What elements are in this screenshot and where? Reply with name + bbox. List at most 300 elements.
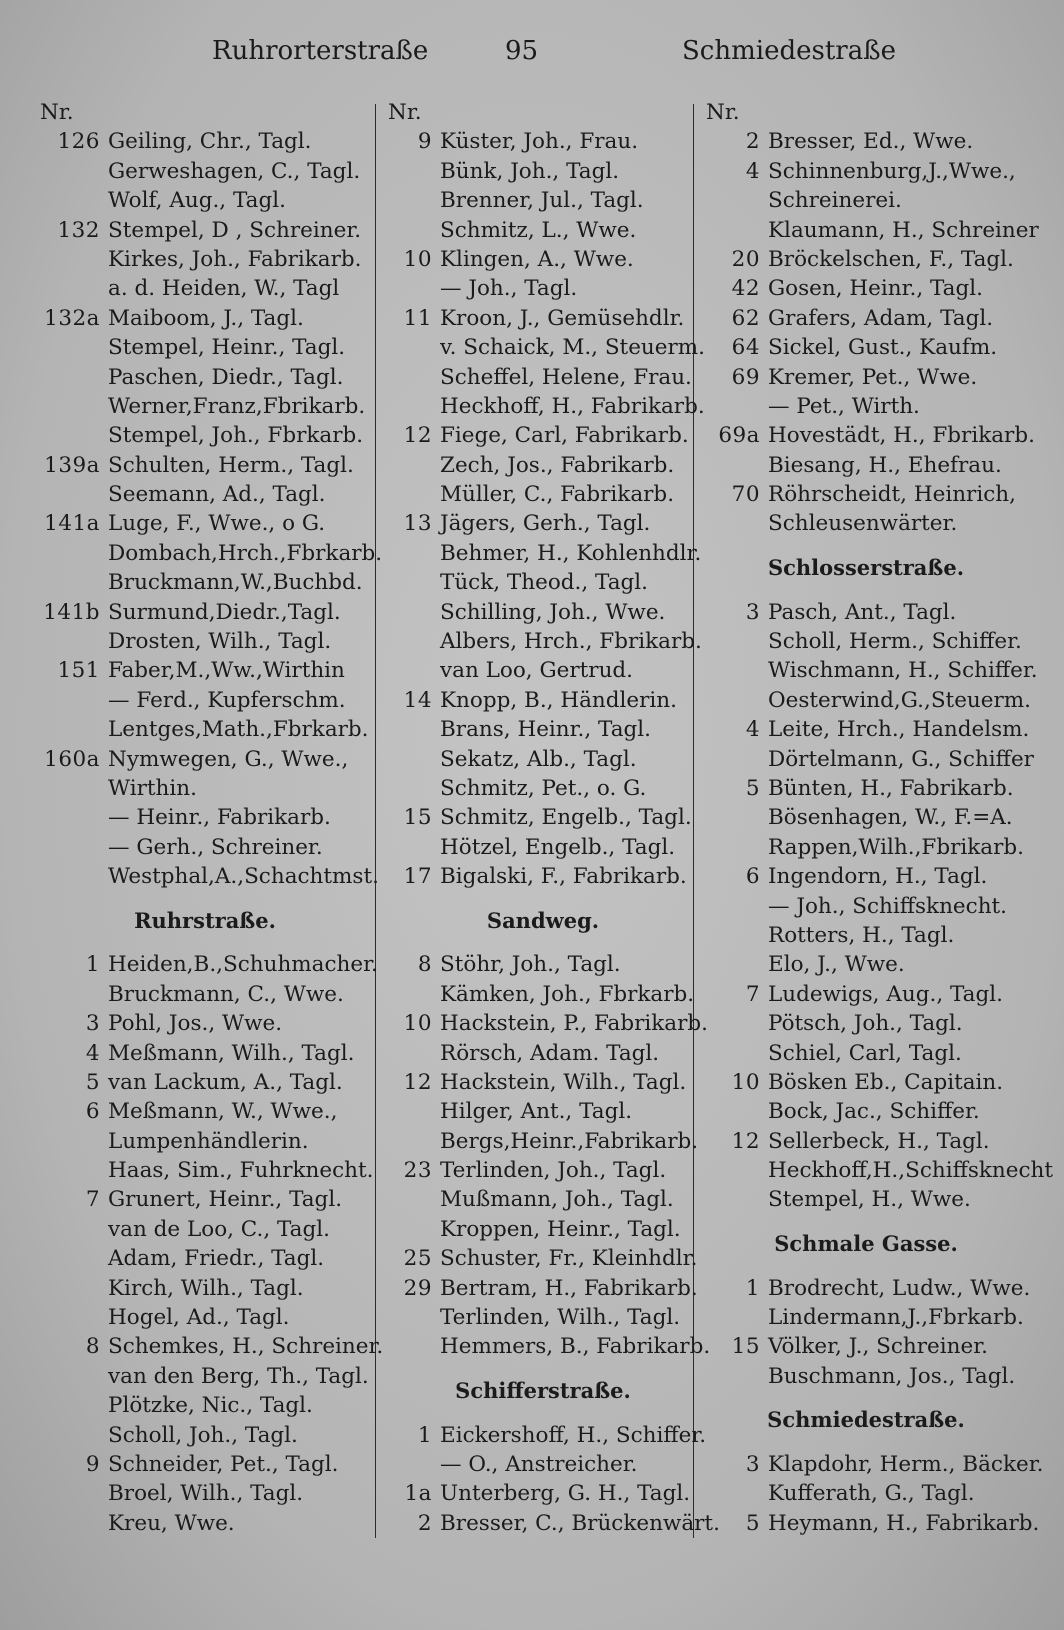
house-number: 10 (403, 1011, 432, 1037)
resident-entry: Surmund,Diedr.,Tagl. (108, 599, 341, 625)
directory-entry (388, 1097, 698, 1126)
house-number: 7 (85, 1187, 100, 1213)
directory-entry (388, 598, 698, 627)
house-number: 160a (44, 746, 100, 772)
resident-entry: Wolf, Aug., Tagl. (108, 188, 286, 214)
house-number (40, 1215, 100, 1244)
resident-entry: Schreinerei. (768, 188, 902, 214)
house-number (706, 1156, 760, 1185)
house-number (388, 1450, 432, 1479)
house-number (706, 1097, 760, 1126)
resident-entry: Albers, Hrch., Fbrikarb. (440, 629, 702, 655)
directory-entry (388, 627, 702, 656)
house-number: 1 (417, 1422, 432, 1448)
house-number (388, 1332, 432, 1361)
resident-entry: — Ferd., Kupferschm. (108, 687, 346, 713)
resident-entry: Heckhoff,H.,Schiffsknecht (768, 1158, 1054, 1184)
directory-entry (40, 392, 370, 421)
resident-entry: — Heinr., Fabrikarb. (108, 805, 331, 831)
resident-entry: Schuster, Fr., Kleinhdlr. (440, 1246, 698, 1272)
directory-entry (706, 216, 1039, 245)
directory-entry (40, 980, 370, 1009)
house-number: 2 (745, 129, 760, 155)
house-number: 9 (417, 129, 432, 155)
directory-entry (706, 1097, 1026, 1126)
house-number (40, 333, 100, 362)
resident-entry: Heymann, H., Fabrikarb. (768, 1510, 1040, 1536)
directory-entry (388, 715, 698, 744)
directory-entry (40, 157, 370, 186)
resident-entry: — Pet., Wirth. (768, 393, 920, 419)
resident-entry: Bertram, H., Fabrikarb. (440, 1275, 698, 1301)
house-number: 3 (745, 599, 760, 625)
directory-entry (388, 304, 698, 333)
directory-entry (706, 715, 1030, 744)
house-number (388, 392, 432, 421)
directory-entry (388, 833, 698, 862)
resident-entry: Bruckmann,W.,Buchbd. (108, 570, 363, 596)
house-number: 139a (44, 452, 100, 478)
directory-entry (388, 1127, 698, 1156)
directory-entry (706, 627, 1026, 656)
house-number: 15 (403, 805, 432, 831)
house-number (40, 774, 100, 803)
house-number (388, 627, 432, 656)
directory-entry (388, 745, 698, 774)
house-number: 132a (44, 305, 100, 331)
resident-entry: Mußmann, Joh., Tagl. (440, 1187, 674, 1213)
resident-entry: Ingendorn, H., Tagl. (768, 864, 988, 890)
directory-entry (40, 480, 370, 509)
house-number (40, 245, 100, 274)
resident-entry: Bigalski, F., Fabrikarb. (440, 864, 687, 890)
directory-entry (706, 451, 1026, 480)
resident-entry: Schemkes, H., Schreiner. (108, 1334, 384, 1360)
directory-entry (40, 451, 370, 480)
house-number: 141b (43, 599, 100, 625)
resident-entry: Stempel, Joh., Fbrkarb. (108, 423, 364, 449)
resident-entry: Stempel, H., Wwe. (768, 1187, 971, 1213)
directory-entry (706, 480, 1026, 509)
resident-entry: Bergs,Heinr.,Fabrikarb. (440, 1128, 699, 1154)
house-number: 29 (403, 1275, 432, 1301)
resident-entry: Bröckelschen, F., Tagl. (768, 246, 1014, 272)
resident-entry: Gerweshagen, C., Tagl. (108, 158, 361, 184)
resident-entry: Dörtelmann, G., Schiffer (768, 746, 1034, 772)
resident-entry: Kremer, Pet., Wwe. (768, 364, 978, 390)
resident-entry: Fiege, Carl, Fabrikarb. (440, 423, 689, 449)
house-number: 69a (718, 423, 760, 449)
directory-entry (388, 333, 705, 362)
house-number: 13 (403, 511, 432, 537)
resident-entry: Rörsch, Adam. Tagl. (440, 1040, 660, 1066)
house-number (388, 568, 432, 597)
house-number (388, 1185, 432, 1214)
resident-entry: Stöhr, Joh., Tagl. (440, 952, 621, 978)
house-number: 12 (403, 423, 432, 449)
resident-entry: Adam, Friedr., Tagl. (108, 1246, 325, 1272)
resident-entry: Küster, Joh., Frau. (440, 129, 639, 155)
directory-entry (706, 363, 1026, 392)
house-number (706, 1362, 760, 1391)
directory-entry (40, 833, 370, 862)
house-number: 132 (57, 217, 100, 243)
resident-entry: Nymwegen, G., Wwe., (108, 746, 349, 772)
street-heading: Schmale Gasse. (774, 1230, 958, 1256)
directory-entry (40, 1450, 370, 1479)
directory-column-1 (40, 98, 384, 1538)
house-number: 4 (85, 1040, 100, 1066)
resident-entry: Bresser, Ed., Wwe. (768, 129, 974, 155)
directory-entry (706, 421, 1035, 450)
resident-entry: — Joh., Tagl. (440, 276, 578, 302)
directory-entry (388, 216, 698, 245)
house-number (40, 862, 100, 891)
house-number (40, 1479, 100, 1508)
directory-entry (706, 1156, 1054, 1185)
house-number (388, 715, 432, 744)
resident-entry: Schiel, Carl, Tagl. (768, 1040, 962, 1066)
directory-column-3 (706, 98, 1054, 1538)
resident-entry: van Loo, Gertrud. (440, 658, 634, 684)
resident-entry: Sickel, Gust., Kaufm. (768, 335, 998, 361)
resident-entry: Haas, Sim., Fuhrknecht. (108, 1158, 374, 1184)
number-column-heading: Nr. (706, 100, 740, 125)
resident-entry: Schmitz, Pet., o. G. (440, 775, 647, 801)
house-number (388, 539, 432, 568)
directory-entry (706, 833, 1026, 862)
resident-entry: Elo, J., Wwe. (768, 952, 905, 978)
number-column-heading: Nr. (40, 100, 74, 125)
directory-entry (40, 274, 370, 303)
house-number (388, 745, 432, 774)
house-number (388, 833, 432, 862)
directory-entry (40, 862, 379, 891)
resident-entry: Schilling, Joh., Wwe. (440, 599, 666, 625)
house-number: 6 (85, 1099, 100, 1125)
resident-entry: Terlinden, Joh., Tagl. (440, 1158, 667, 1184)
directory-entry (40, 363, 370, 392)
house-number (706, 686, 760, 715)
directory-entry (40, 186, 370, 215)
column-divider (375, 104, 376, 1538)
directory-entry (388, 127, 698, 156)
resident-entry: Schulten, Herm., Tagl. (108, 452, 354, 478)
resident-entry: Hovestädt, H., Fbrikarb. (768, 423, 1035, 449)
house-number (40, 274, 100, 303)
resident-entry: Rappen,Wilh.,Fbrikarb. (768, 834, 1024, 860)
directory-entry (706, 1450, 1044, 1479)
house-number: 6 (745, 864, 760, 890)
resident-entry: Bresser, C., Brückenwärt. (440, 1510, 720, 1536)
directory-entry (40, 216, 370, 245)
directory-entry (388, 157, 698, 186)
directory-entry (388, 1450, 698, 1479)
directory-entry (40, 1391, 370, 1420)
resident-entry: Drosten, Wilh., Tagl. (108, 629, 332, 655)
directory-entry (706, 1068, 1026, 1097)
resident-entry: Röhrscheidt, Heinrich, (768, 482, 1016, 508)
directory-entry (40, 774, 370, 803)
resident-entry: Rotters, H., Tagl. (768, 922, 955, 948)
house-number (40, 1156, 100, 1185)
directory-entry (388, 803, 698, 832)
resident-entry: Hackstein, P., Fabrikarb. (440, 1011, 708, 1037)
resident-entry: Bünk, Joh., Tagl. (440, 158, 620, 184)
house-number: 151 (57, 658, 100, 684)
house-number: 69 (731, 364, 760, 390)
resident-entry: Brans, Heinr., Tagl. (440, 717, 652, 743)
house-number (40, 1274, 100, 1303)
house-number (40, 627, 100, 656)
directory-entry (706, 862, 1026, 891)
resident-entry: Scheffel, Helene, Frau. (440, 364, 692, 390)
resident-entry: Schleusenwärter. (768, 511, 958, 537)
resident-entry: Lumpenhändlerin. (108, 1128, 309, 1154)
resident-entry: Broel, Wilh., Tagl. (108, 1481, 304, 1507)
house-number: 64 (731, 335, 760, 361)
resident-entry: a. d. Heiden, W., Tagl (108, 276, 340, 302)
directory-entry (706, 892, 1026, 921)
resident-entry: Heiden,B.,Schuhmacher. (108, 952, 378, 978)
house-number (40, 686, 100, 715)
directory-entry (706, 1185, 1026, 1214)
resident-entry: Bruckmann, C., Wwe. (108, 981, 344, 1007)
directory-entry (706, 950, 1026, 979)
house-number: 2 (417, 1510, 432, 1536)
directory-entry (388, 1303, 698, 1332)
resident-entry: Scholl, Herm., Schiffer. (768, 629, 1022, 655)
house-number (40, 1303, 100, 1332)
resident-entry: Bock, Jac., Schiffer. (768, 1099, 980, 1125)
house-number (706, 656, 760, 685)
house-number: 3 (745, 1452, 760, 1478)
house-number: 25 (403, 1246, 432, 1272)
house-number (388, 157, 432, 186)
directory-entry (40, 1421, 370, 1450)
house-number (40, 1127, 100, 1156)
directory-entry (40, 1039, 370, 1068)
house-number: 7 (745, 981, 760, 1007)
directory-entry (706, 127, 1026, 156)
directory-entry (706, 745, 1034, 774)
house-number (706, 1009, 760, 1038)
resident-entry: Kirkes, Joh., Fabrikarb. (108, 246, 362, 272)
directory-entry (706, 1362, 1026, 1391)
directory-entry (706, 274, 1026, 303)
directory-entry (40, 127, 370, 156)
directory-entry (40, 1244, 370, 1273)
directory-entry (388, 774, 698, 803)
directory-entry (388, 1244, 698, 1273)
house-number (706, 627, 760, 656)
resident-entry: Sekatz, Alb., Tagl. (440, 746, 637, 772)
directory-entry (706, 1509, 1040, 1538)
directory-entry (706, 1039, 1026, 1068)
house-number (40, 568, 100, 597)
house-number (706, 921, 760, 950)
resident-entry: Klapdohr, Herm., Bäcker. (768, 1452, 1044, 1478)
directory-entry (388, 245, 698, 274)
directory-entry (40, 245, 370, 274)
directory-entry (388, 568, 698, 597)
resident-entry: Eickershoff, H., Schiffer. (440, 1422, 707, 1448)
house-number (706, 803, 760, 832)
house-number (388, 656, 432, 685)
house-number (40, 363, 100, 392)
house-number (706, 950, 760, 979)
resident-entry: Sellerbeck, H., Tagl. (768, 1128, 990, 1154)
house-number (706, 186, 760, 215)
house-number (40, 715, 100, 744)
house-number: 1a (404, 1481, 432, 1507)
resident-entry: Maiboom, J., Tagl. (108, 305, 304, 331)
resident-entry: van den Berg, Th., Tagl. (108, 1363, 369, 1389)
street-heading: Sandweg. (486, 907, 600, 933)
header-street-left: Ruhrorterstraße (212, 36, 429, 66)
directory-entry (40, 1362, 370, 1391)
resident-entry: Heckhoff, H., Fabrikarb. (440, 393, 705, 419)
house-number: 14 (403, 687, 432, 713)
resident-entry: Schmitz, Engelb., Tagl. (440, 805, 692, 831)
resident-entry: Stempel, D , Schreiner. (108, 217, 362, 243)
resident-entry: Faber,M.,Ww.,Wirthin (108, 658, 345, 684)
house-number: 10 (731, 1069, 760, 1095)
house-number (388, 186, 432, 215)
resident-entry: Klingen, A., Wwe. (440, 246, 634, 272)
house-number (40, 186, 100, 215)
resident-entry: Kroppen, Heinr., Tagl. (440, 1216, 681, 1242)
directory-entry (706, 686, 1031, 715)
house-number: 23 (403, 1158, 432, 1184)
directory-entry (388, 363, 698, 392)
house-number (706, 392, 760, 421)
directory-entry (40, 1068, 370, 1097)
resident-entry: Meßmann, Wilh., Tagl. (108, 1040, 355, 1066)
directory-entry (40, 803, 370, 832)
resident-entry: Paschen, Diedr., Tagl. (108, 364, 344, 390)
house-number (706, 892, 760, 921)
resident-entry: Lindermann,J.,Fbrkarb. (768, 1305, 1024, 1331)
directory-entry (706, 304, 1026, 333)
directory-entry (40, 509, 370, 538)
page-number: 95 (505, 36, 539, 66)
directory-entry (706, 774, 1026, 803)
house-number (40, 1509, 100, 1538)
directory-entry (388, 539, 702, 568)
resident-entry: Kreu, Wwe. (108, 1510, 235, 1536)
house-number (388, 216, 432, 245)
house-number (388, 1097, 432, 1126)
resident-entry: — O., Anstreicher. (440, 1452, 638, 1477)
house-number (706, 509, 760, 538)
house-number: 20 (731, 246, 760, 272)
directory-entry (388, 1332, 711, 1361)
directory-entry (706, 392, 1026, 421)
house-number: 9 (85, 1451, 100, 1477)
resident-entry: Bünten, H., Fabrikarb. (768, 776, 1014, 801)
directory-entry (706, 1303, 1026, 1332)
house-number (706, 1479, 760, 1508)
house-number: 5 (745, 1510, 760, 1536)
house-number (40, 833, 100, 862)
directory-entry (388, 980, 698, 1009)
directory-entry (40, 598, 370, 627)
house-number: 70 (731, 482, 760, 508)
directory-entry (40, 715, 370, 744)
resident-entry: Scholl, Joh., Tagl. (108, 1422, 298, 1448)
house-number: 15 (731, 1334, 760, 1360)
directory-entry (388, 509, 698, 538)
resident-entry: Terlinden, Wilh., Tagl. (440, 1305, 681, 1331)
resident-entry: Jägers, Gerh., Tagl. (440, 511, 651, 537)
house-number: 42 (731, 276, 760, 302)
resident-entry: Luge, F., Wwe., o G. (108, 511, 326, 537)
directory-entry (40, 1156, 374, 1185)
resident-entry: Zech, Jos., Fabrikarb. (440, 452, 675, 478)
resident-entry: Ludewigs, Aug., Tagl. (768, 981, 1003, 1007)
directory-entry (388, 686, 698, 715)
directory-entry (40, 1274, 370, 1303)
house-number (388, 333, 432, 362)
house-number (40, 1421, 100, 1450)
house-number (388, 480, 432, 509)
house-number: 4 (745, 158, 760, 184)
directory-entry (388, 392, 705, 421)
house-number (40, 480, 100, 509)
resident-entry: Brenner, Jul., Tagl. (440, 188, 644, 214)
resident-entry: Völker, J., Schreiner. (768, 1334, 988, 1360)
house-number: 5 (745, 776, 760, 801)
resident-entry: Kirch, Wilh., Tagl. (108, 1275, 304, 1301)
directory-entry (40, 568, 370, 597)
directory-entry (706, 509, 1026, 538)
directory-entry (706, 1009, 1026, 1038)
directory-entry (40, 1185, 370, 1214)
house-number (706, 745, 760, 774)
resident-entry: Hemmers, B., Fabrikarb. (440, 1334, 711, 1360)
directory-entry (388, 1509, 720, 1538)
resident-entry: van Lackum, A., Tagl. (108, 1069, 343, 1095)
house-number (40, 1391, 100, 1420)
directory-entry (40, 539, 383, 568)
resident-entry: Wirthin. (108, 775, 197, 801)
resident-entry: Tück, Theod., Tagl. (440, 570, 649, 596)
house-number: 17 (403, 864, 432, 890)
house-number (40, 392, 100, 421)
house-number (388, 363, 432, 392)
resident-entry: Dombach,Hrch.,Fbrkarb. (108, 540, 383, 566)
street-heading: Schifferstraße. (455, 1377, 631, 1403)
directory-entry (40, 1332, 384, 1361)
directory-entry (40, 1009, 370, 1038)
house-number (388, 274, 432, 303)
resident-entry: Biesang, H., Ehefrau. (768, 452, 1002, 478)
directory-entry (706, 1274, 1031, 1303)
directory-entry (706, 598, 1026, 627)
resident-entry: Kämken, Joh., Fbrkarb. (440, 981, 695, 1007)
house-number: 3 (85, 1011, 100, 1037)
resident-entry: Werner,Franz,Fbrikarb. (108, 393, 366, 419)
resident-entry: Meßmann, W., Wwe., (108, 1099, 338, 1125)
resident-entry: Klaumann, H., Schreiner (768, 217, 1039, 243)
directory-entry (706, 186, 1026, 215)
resident-entry: Stempel, Heinr., Tagl. (108, 335, 346, 361)
resident-entry: Westphal,A.,Schachtmst. (108, 864, 379, 890)
directory-entry (388, 1274, 698, 1303)
directory-entry (706, 803, 1026, 832)
resident-entry: v. Schaick, M., Steuerm. (440, 335, 705, 361)
